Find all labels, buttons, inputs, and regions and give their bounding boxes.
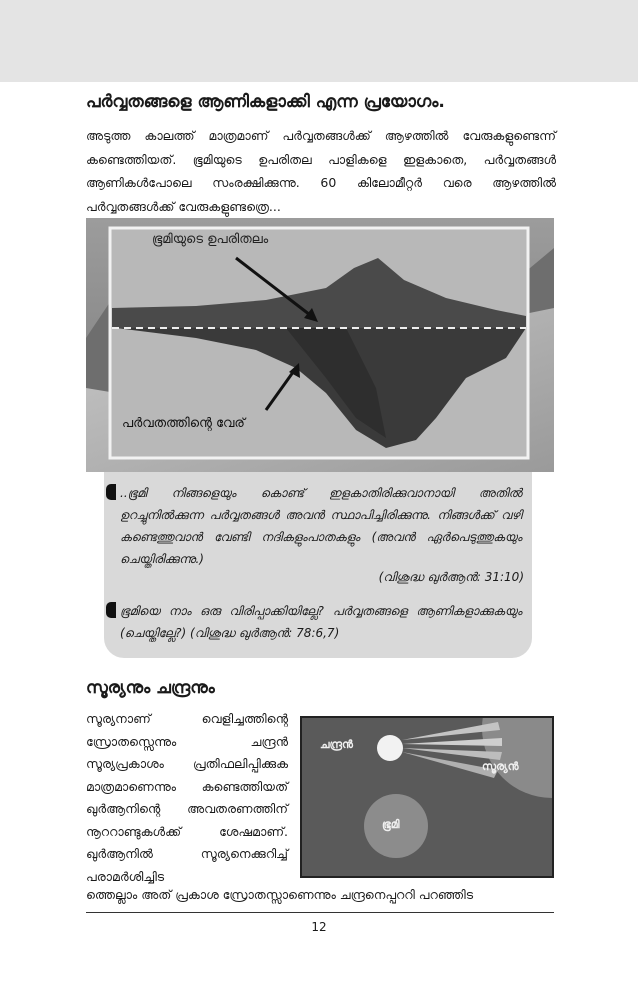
figure-label-surface: ഭൂമിയുടെ ഉപരിതലം	[152, 232, 269, 247]
paragraph-sun-moon-continued: ത്തെല്ലാം അത് പ്രകാശ സ്രോതസ്സാണെന്നും ചന്ദ്രനെപ്പററി പറഞ്ഞിട	[86, 887, 474, 902]
figure-label-root: പർവതത്തിന്റെ വേര്	[122, 416, 245, 431]
top-header-band	[0, 0, 638, 82]
quote-text-1: ..ഭൂമി നിങ്ങളെയും കൊണ്ട് ഇളകാതിരിക്കുവാനായി അതിൽ ഉറച്ചുനിൽക്കുന്ന പർവ്വതങ്ങൾ അവൻ സ്ഥാപിച്ചിരിക്കുന്നു. നിങ്ങൾക്ക് വഴി കണ്ടെത്തുവാൻ വേണ്ടി നദികളുംപാതകളും (അവൻ ഏർപെടുത്തുകയും ചെയ്തിരിക്കുന്നു.)	[120, 486, 522, 566]
figure-label-earth: ഭൂമി	[382, 818, 400, 831]
figure-label-moon: ചന്ദ്രൻ	[320, 738, 353, 751]
quote-reference-1: (വിശുദ്ധ ഖുർആൻ: 31:10)	[378, 570, 524, 584]
mountain-root-figure	[86, 218, 554, 472]
section-heading-mountains: പർവ്വതങ്ങളെ ആണികളാക്കി എന്ന പ്രയോഗം.	[86, 92, 445, 112]
paragraph-sun-moon: സൂര്യനാണ് വെളിച്ചത്തിന്റെ സ്രോതസ്സെന്നും ചന്ദ്രൻ സൂര്യപ്രകാശം പ്രതിഫലിപ്പിക്കുക മാത്രമാണെന്നും കണ്ടെത്തിയത് ഖുർആനിന്റെ അവതരണത്തിന് നൂററാണ്ടുകൾക്ക് ശേഷമാണ്. ഖുർആനിൽ സൂര്യനെക്കുറിച്ച് പരാമർശിച്ചിട	[86, 711, 288, 884]
figure-label-sun: സൂര്യൻ	[482, 760, 519, 773]
quote-mark-icon	[106, 484, 116, 500]
paragraph-mountains: അടുത്ത കാലത്ത് മാത്രമാണ് പർവ്വതങ്ങൾക്ക് ആഴത്തിൽ വേരുകളുണ്ടെന്ന് കണ്ടെത്തിയത്. ഭൂമിയുടെ ഉപരിതല പാളികളെ ഇളകാതെ, പർവ്വതങ്ങൾ ആണികൾപോലെ സംരക്ഷിക്കുന്നു. 60 കിലോമീറ്റർ വരെ ആഴത്തിൽ പർവ്വതങ്ങൾക്ക് വേരുകളുണ്ടത്രെ...	[86, 128, 556, 214]
sun-moon-earth-figure	[300, 716, 554, 878]
page-number: 12	[311, 920, 327, 934]
quote-text-2: ഭൂമിയെ നാം ഒരു വിരിപ്പാക്കിയില്ലേ? പർവ്വതങ്ങളെ ആണികളാക്കുകയും (ചെയ്തില്ലേ?) (വിശുദ്ധ ഖുർആൻ: 78:6,7)	[120, 604, 522, 640]
quote-mark-icon	[106, 602, 116, 618]
section-heading-sun-moon: സൂര്യനും ചന്ദ്രനും	[86, 678, 215, 698]
footer-rule	[86, 912, 554, 913]
